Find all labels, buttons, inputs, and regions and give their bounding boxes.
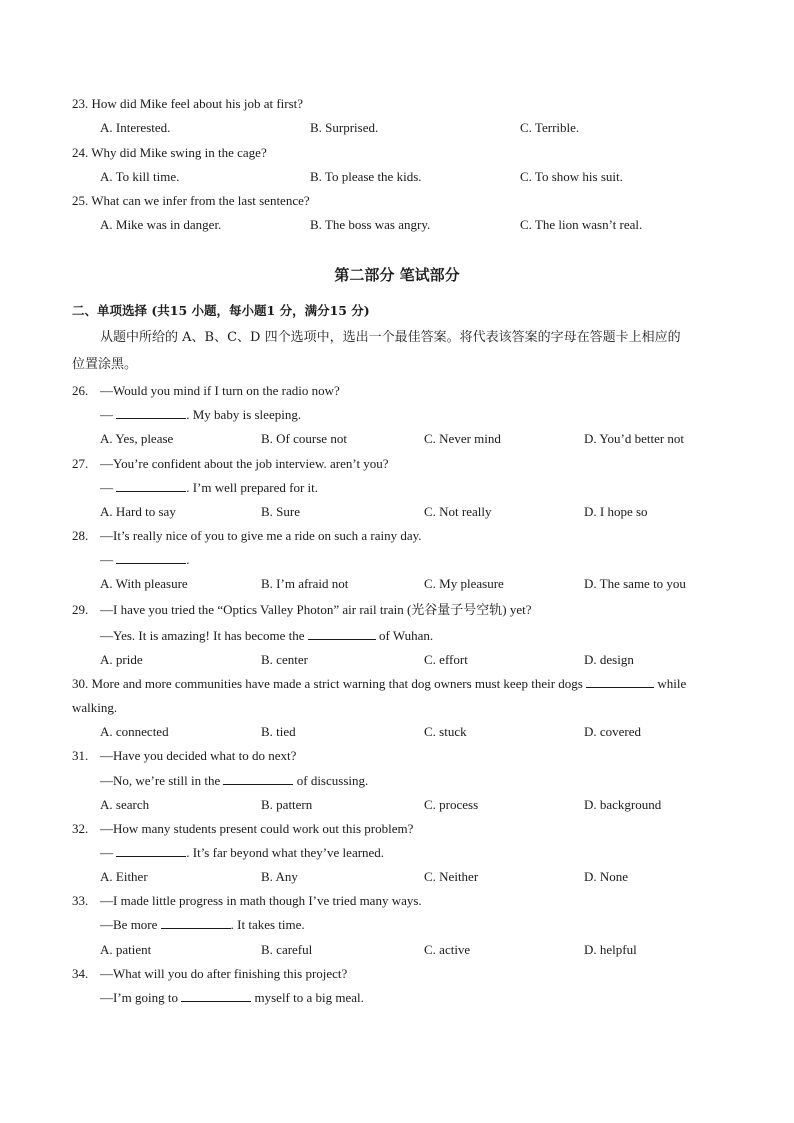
instruction-line-2: 位置涂黑。 <box>72 357 138 372</box>
question-number: 26. <box>72 383 89 398</box>
dialogue-line-1: —Have you decided what to do next? <box>100 748 297 763</box>
option-b: B. pattern <box>261 797 313 812</box>
option-a: A. To kill time. <box>100 169 180 184</box>
option-c: C. Not really <box>424 504 492 519</box>
dialogue-line-2: —Yes. It is amazing! It has become the of Wuhan. <box>100 628 434 643</box>
answer-blank <box>308 628 376 640</box>
question-number: 32. <box>72 821 89 836</box>
option-d: D. You’d better not <box>584 431 685 446</box>
option-c: C. The lion wasn’t real. <box>520 217 643 232</box>
answer-blank <box>161 917 231 929</box>
dialogue-line-1: —What will you do after finishing this project? <box>100 966 348 981</box>
option-a: A. With pleasure <box>100 576 188 591</box>
option-c: C. effort <box>424 652 468 667</box>
answer-blank <box>586 676 654 688</box>
dialogue-line-2: — . <box>100 552 190 567</box>
option-b: B. tied <box>261 724 296 739</box>
dialogue-line-2: —No, we’re still in the of discussing. <box>100 773 369 788</box>
question-stem: 23. How did Mike feel about his job at first? <box>72 96 304 111</box>
dialogue-line-1: —How many students present could work out this problem? <box>100 821 414 836</box>
dialogue-line-2: — . It’s far beyond what they’ve learned. <box>100 845 385 860</box>
section-title: 第二部分 笔试部分 <box>334 266 460 284</box>
option-c: C. Neither <box>424 869 479 884</box>
option-b: B. Sure <box>261 504 300 519</box>
option-d: D. helpful <box>584 942 637 957</box>
option-c: C. active <box>424 942 471 957</box>
option-d: D. design <box>584 652 634 667</box>
option-b: B. Any <box>261 869 298 884</box>
option-b: B. The boss was angry. <box>310 217 431 232</box>
instruction-line-1: 从题中所给的 A、B、C、D 四个选项中，选出一个最佳答案。将代表该答案的字母在答题卡上相应的 <box>100 330 681 345</box>
dialogue-line-1: —I have you tried the “Optics Valley Photon” air rail train (光谷量子号空轨) yet? <box>100 602 532 617</box>
option-a: A. patient <box>100 942 152 957</box>
option-c: C. To show his suit. <box>520 169 623 184</box>
option-a: A. Either <box>100 869 148 884</box>
option-b: B. Of course not <box>261 431 347 446</box>
option-a: A. Hard to say <box>100 504 176 519</box>
dialogue-line-2: — . I’m well prepared for it. <box>100 480 319 495</box>
option-d: D. covered <box>584 724 642 739</box>
option-b: B. Surprised. <box>310 120 379 135</box>
option-a: A. Yes, please <box>100 431 174 446</box>
option-b: B. center <box>261 652 308 667</box>
question-number: 29. <box>72 602 89 617</box>
question-number: 27. <box>72 456 89 471</box>
option-d: D. I hope so <box>584 504 648 519</box>
question-stem: 24. Why did Mike swing in the cage? <box>72 145 267 160</box>
question-number: 28. <box>72 528 89 543</box>
option-b: B. To please the kids. <box>310 169 422 184</box>
question-stem-continued: walking. <box>72 700 118 715</box>
dialogue-line-2: — . My baby is sleeping. <box>100 407 302 422</box>
option-c: C. My pleasure <box>424 576 504 591</box>
question-stem: 30. More and more communities have made a strict warning that dog owners must keep their dogs while <box>72 676 687 691</box>
option-a: A. connected <box>100 724 169 739</box>
option-c: C. Never mind <box>424 431 501 446</box>
question-number: 33. <box>72 893 89 908</box>
option-a: A. Interested. <box>100 120 171 135</box>
option-a: A. Mike was in danger. <box>100 217 222 232</box>
option-a: A. pride <box>100 652 143 667</box>
option-b: B. careful <box>261 942 313 957</box>
option-b: B. I’m afraid not <box>261 576 349 591</box>
dialogue-line-1: —You’re confident about the job interview. aren’t you? <box>100 456 389 471</box>
dialogue-line-2: —I’m going to myself to a big meal. <box>100 990 364 1005</box>
dialogue-line-1: —I made little progress in math though I’ve tried many ways. <box>100 893 422 908</box>
option-a: A. search <box>100 797 150 812</box>
answer-blank <box>116 552 186 564</box>
answer-blank <box>116 845 186 857</box>
dialogue-line-2: —Be more . It takes time. <box>100 917 305 932</box>
option-c: C. process <box>424 797 479 812</box>
option-d: D. background <box>584 797 662 812</box>
option-c: C. stuck <box>424 724 467 739</box>
option-d: D. The same to you <box>584 576 686 591</box>
answer-blank <box>181 990 251 1002</box>
answer-blank <box>116 480 186 492</box>
question-number: 31. <box>72 748 89 763</box>
option-c: C. Terrible. <box>520 120 580 135</box>
question-number: 34. <box>72 966 89 981</box>
question-stem: 25. What can we infer from the last sentence? <box>72 193 310 208</box>
answer-blank <box>223 773 293 785</box>
section-heading: 二、单项选择 (共15 小题，每小题1 分，满分15 分) <box>72 303 370 318</box>
option-d: D. None <box>584 869 629 884</box>
dialogue-line-1: —It’s really nice of you to give me a ride on such a rainy day. <box>100 528 422 543</box>
answer-blank <box>116 407 186 419</box>
dialogue-line-1: —Would you mind if I turn on the radio now? <box>100 383 340 398</box>
